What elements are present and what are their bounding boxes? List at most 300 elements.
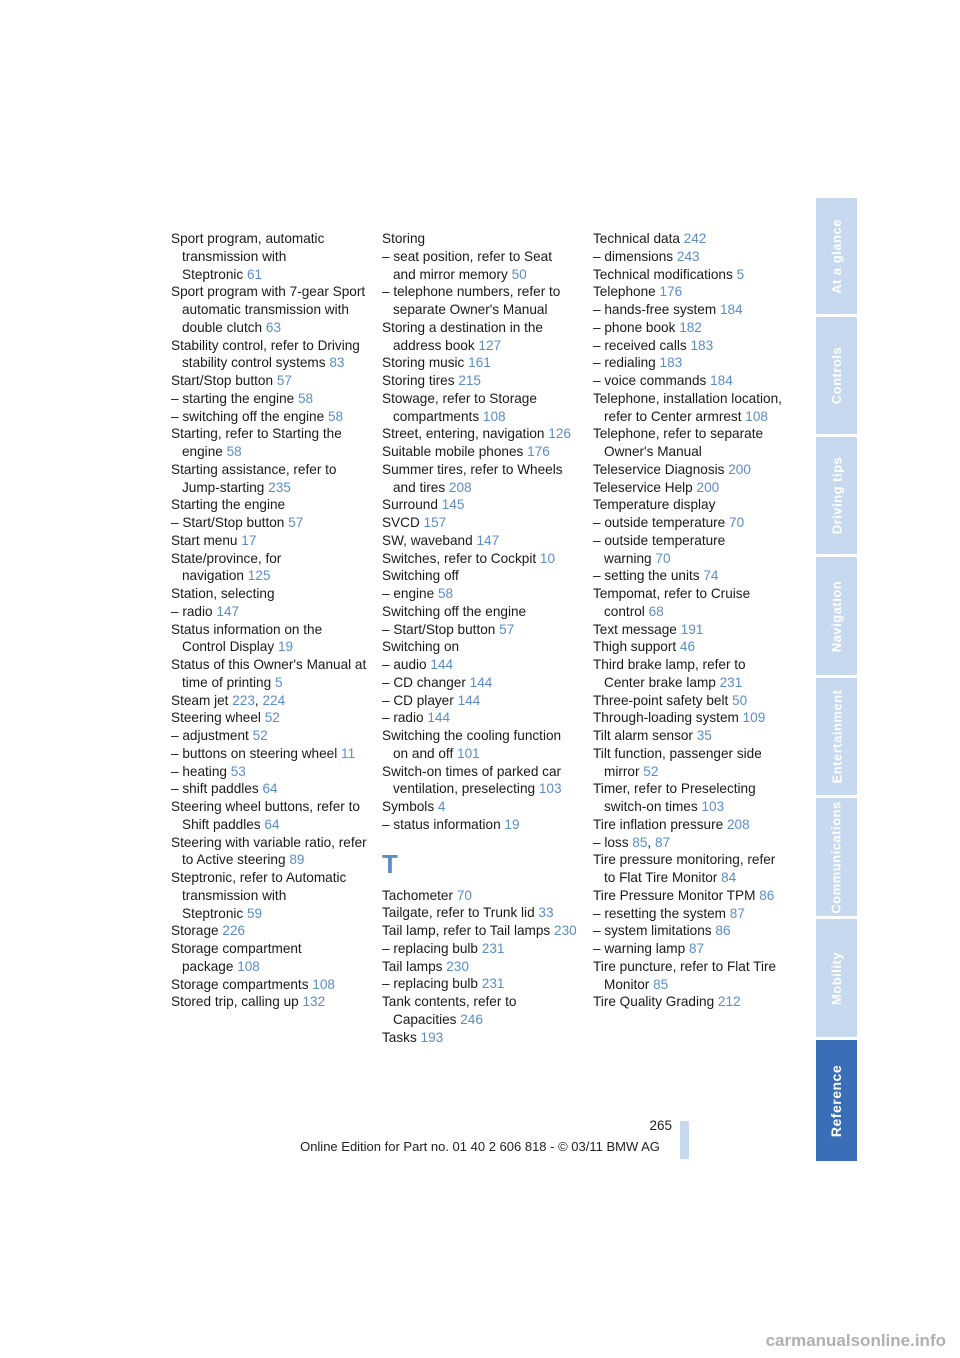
index-entry-text: – shift paddles [171,781,259,797]
index-entry [171,780,367,798]
index-entry [382,585,578,603]
index-entry-text: Switches, refer to Cockpit [382,550,537,566]
page-link[interactable]: 223 [232,692,255,708]
page-link[interactable]: 125 [247,568,271,584]
index-entry [382,958,578,976]
index-entry-text: Starting the engine [171,497,286,513]
index-entry [593,958,789,994]
index-entry [382,532,578,550]
page-link[interactable]: 57 [499,621,515,637]
index-entry [382,283,578,319]
index-entry-text: Timer, refer to Preselecting switch-on times [593,781,756,814]
index-entry [171,550,367,586]
index-entry-text: Status information on the Control Display [171,621,323,655]
page-link[interactable]: 64 [264,816,280,832]
index-entry-text: Starting assistance, refer to Jump-starting [171,461,337,495]
index-entry-text: Stored trip, calling up [171,994,299,1010]
page-link[interactable]: 176 [527,444,550,459]
index-entry-text: – radio [171,603,213,619]
index-entry [382,248,578,284]
index-entry [382,1029,578,1047]
page-link[interactable]: 231 [719,674,743,690]
index-entry [382,621,578,639]
index-entry [171,834,367,870]
index-entry [171,408,367,426]
index-entry-text: Status of this Owner's Manual at time of printing [171,657,367,690]
index-entry-text: – switching off the engine [171,408,325,424]
page-link[interactable]: 144 [469,674,493,690]
page-link[interactable]: 50 [511,266,527,282]
index-entry [593,905,789,923]
index-entry-text: – seat position, refer to Seat and mirror memory [382,248,553,282]
index-entry [382,656,578,674]
page-link[interactable]: 86 [715,923,731,939]
index-entry [171,993,367,1011]
index-entry-text: Technical data [593,231,680,246]
index-entry-text: Switching on [382,639,460,655]
index-entry-text: Start/Stop button [171,373,274,388]
index-entry [382,319,578,355]
index-entry [171,425,367,461]
index-entry [382,940,578,958]
index-entry-text: – replacing bulb [382,976,478,992]
tab-reference[interactable]: Reference [816,1040,857,1161]
index-entry [382,550,578,568]
page-link[interactable]: 4 [437,799,446,814]
tab-navigation[interactable]: Navigation [816,557,857,675]
index-entry [593,709,789,727]
page-link[interactable]: 108 [237,958,260,974]
page-link[interactable]: 74 [703,568,719,584]
index-entry-text: Start menu [171,532,238,548]
page-link[interactable]: 17 [241,532,257,548]
index-entry-text: Tachometer [382,887,454,903]
index-entry-text: – status information [382,816,501,832]
index-entry-text: Steering wheel [171,710,261,726]
page-link[interactable]: 89 [289,852,305,868]
tab-driving-tips[interactable]: Driving tips [816,437,857,554]
index-entry [593,301,789,319]
page-number: 265 [649,1118,672,1133]
page-link[interactable]: 10 [539,550,556,566]
index-entry [171,621,367,657]
page-link[interactable]: 193 [420,1029,444,1045]
page-link[interactable]: 33 [538,905,554,921]
index-entry [593,656,789,692]
index-entry-text: Through-loading system [593,710,739,726]
index-entry-text: – adjustment [171,728,249,743]
index-entry [171,798,367,834]
index-entry [593,585,789,621]
index-entry-text: Thigh support [593,639,677,655]
footer-text: Online Edition for Part no. 01 40 2 606 818 - © 03/11 BMW AG [300,1139,660,1154]
index-entry [382,496,578,514]
index-entry-text: Switching off [382,568,459,584]
index-entry-text: – Start/Stop button [171,515,285,530]
index-entry-text: – telephone numbers, refer to separate Owner's Manual [382,284,561,317]
index-entry-text: Suitable mobile phones [382,444,524,459]
index-entry [171,976,367,994]
index-entry [382,887,578,905]
index-entry: Steam jet 223, 224 [171,692,286,708]
page-link[interactable]: 215 [458,373,481,388]
page-link[interactable]: 68 [648,603,664,619]
page-link[interactable]: 157 [423,515,447,530]
index-entry-text: Storage [171,923,219,939]
index-entry [593,922,789,940]
index-entry-text: Station, selecting [171,586,275,601]
page-link[interactable]: 70 [456,887,472,903]
page-link[interactable]: 63 [265,319,282,335]
page-link[interactable]: 19 [504,816,520,832]
index-entry [171,532,367,550]
page-link[interactable]: 144 [430,657,454,672]
page-link[interactable]: 184 [719,302,743,317]
index-entry-text: – starting the engine [171,390,295,406]
index-entry-text: Tempomat, refer to Cruise control [593,586,751,619]
index-entry [593,319,789,337]
index-entry-text: Storing tires [382,373,455,388]
index-entry-text: – loss [593,834,629,850]
page-link[interactable]: 242 [683,231,707,246]
index-entry [382,674,578,692]
index-entry [593,425,789,461]
index-entry [593,461,789,479]
tab-entertainment[interactable]: Entertainment [816,678,857,795]
page-link[interactable]: 59 [247,905,263,921]
index-entry [171,940,367,976]
index-entry-text: Temperature display [593,497,716,513]
page-link[interactable]: 5 [736,266,745,282]
index-entry-text: Tilt alarm sensor [593,728,693,743]
index-entry [382,638,578,656]
page-link[interactable]: 208 [448,479,472,495]
index-entry-text: State/province, for navigation [171,550,282,584]
page-link[interactable]: 108 [312,976,335,992]
index-entry [171,869,367,922]
side-tab-bar [816,198,857,1161]
index-entry [382,443,578,461]
page-link[interactable]: 85 [632,834,648,850]
page-link[interactable]: 144 [457,692,481,708]
index-entry-text: Teleservice Diagnosis [593,461,725,477]
index-entry [593,390,789,426]
page-link[interactable]: 103 [701,799,725,814]
index-entry [593,354,789,372]
index-entry [171,514,367,532]
index-entry [382,354,578,372]
index-entry [382,390,578,426]
index-entry [593,248,789,266]
index-entry [171,763,367,781]
section-letter-heading: T [382,848,398,879]
index-entry [593,621,789,639]
index-entry [382,372,578,390]
index-entry [382,816,578,834]
index-entry-text: Switching the cooling function on and off [382,728,562,761]
index-entry [382,709,578,727]
index-entry [593,337,789,355]
index-entry [382,798,578,816]
index-entry-text: – replacing bulb [382,940,478,956]
index-entry [382,514,578,532]
index-entry-text: Sport program, automatic transmission with Steptronic [171,231,325,282]
page-link[interactable]: 127 [478,337,502,353]
index-entry [382,763,578,799]
page-link[interactable]: 46 [679,639,696,655]
index-entry [171,709,367,727]
index-entry [382,904,578,922]
index-entry-text: Tire puncture, refer to Flat Tire Monitor [593,958,777,992]
index-entry [593,372,789,390]
index-entry-text: Stowage, refer to Storage compartments [382,390,537,424]
page-link[interactable]: 19 [277,639,294,655]
page-link[interactable]: 212 [717,994,741,1010]
index-entry-text: – redialing [593,355,656,371]
index-entry-text: Starting, refer to Starting the engine [171,426,342,459]
index-entry-text: Tire inflation pressure [593,816,724,832]
index-entry-text: Telephone, refer to separate Owner's Manual [593,426,764,459]
index-entry-text: Text message [593,621,677,637]
index-entry [593,780,789,816]
index-entry-text: Third brake lamp, refer to Center brake lamp [593,657,746,690]
index-entry [171,585,367,603]
index-entry-text: – received calls [593,337,687,353]
page-link[interactable]: 35 [696,728,712,743]
index-entry-text: – heating [171,763,227,779]
index-entry-text: Tail lamp, refer to Tail lamps [382,923,551,938]
index-entry [593,532,789,568]
page-link[interactable]: 200 [728,461,751,477]
index-entry [593,638,789,656]
index-entry-text: Storing music [382,355,465,371]
page-link[interactable]: 230 [446,958,469,974]
page-link[interactable]: 87 [654,834,671,850]
index-entry [593,230,789,248]
page-link[interactable]: 231 [481,976,505,992]
index-entry [593,745,789,781]
page-link[interactable]: 57 [276,373,292,388]
index-entry-text: Storage compartment package [171,941,302,974]
index-entry-text: Storing [382,231,426,246]
index-entry [382,727,578,763]
page-link[interactable]: 132 [302,994,326,1010]
index-entry-text: – voice commands [593,373,707,388]
page-link[interactable]: 147 [216,603,240,619]
index-entry-text: Storing a destination in the address book [382,319,543,353]
page-link[interactable]: 85 [653,976,669,992]
index-entry [171,283,367,336]
index-entry [382,692,578,710]
page-link[interactable]: 52 [252,728,268,743]
index-entry-text: – hands-free system [593,302,717,317]
page-link[interactable]: 57 [288,515,304,530]
page-link[interactable]: 5 [274,674,283,690]
index-entry-text: – resetting the system [593,905,726,921]
index-entry-text: Tilt function, passenger side mirror [593,745,762,779]
index-entry-text: SVCD [382,515,420,530]
index-entry-text: Sport program with 7-gear Sport automatic transmission with double clutch [171,284,366,335]
index-entry-text: Storage compartments [171,976,309,992]
index-entry [171,461,367,497]
index-entry-text: – outside temperature warning [593,532,726,566]
index-entry-text: Steam jet [171,692,229,708]
index-entry-text: Steering with variable ratio, refer to Active steering [171,834,367,868]
page-link[interactable]: 70 [729,515,745,530]
index-entry-text: – audio [382,657,427,672]
index-entry [593,567,789,585]
index-entry-text: Tasks [382,1029,417,1045]
page-link[interactable]: 70 [655,550,671,566]
index-entry-text: Tail lamps [382,958,443,974]
index-entry [593,727,789,745]
index-entry-text: – buttons on steering wheel [171,745,338,761]
index-entry [593,940,789,958]
index-entry-text: Steering wheel buttons, refer to Shift paddles [171,799,360,832]
index-entry [382,975,578,993]
tab-mobility[interactable]: Mobility [816,919,857,1037]
index-entry-text: Technical modifications [593,266,733,282]
watermark: carmanualsonline.info [765,1331,946,1350]
index-entry-text: Switching off the engine [382,603,527,619]
page-link[interactable]: 84 [721,870,737,885]
page-link[interactable]: 145 [441,497,465,513]
page-link[interactable]: 231 [481,940,505,956]
index-entry-text: Summer tires, refer to Wheels and tires [382,461,563,495]
page-link[interactable]: 191 [680,621,704,637]
page-link[interactable]: 235 [268,479,291,495]
page-link[interactable]: 230 [554,923,577,938]
page-link[interactable]: 108 [482,408,506,424]
page-link[interactable]: 86 [759,887,775,903]
page-link[interactable]: 52 [643,763,659,779]
page-link[interactable]: 182 [679,319,702,335]
index-entry-text: Surround [382,497,438,513]
page-link[interactable]: 243 [676,248,700,264]
page-link[interactable]: 144 [427,710,451,726]
page-link[interactable]: 108 [745,408,768,424]
index-entry-text: Telephone, installation location, refer to Center armrest [593,390,782,424]
index-entry-text: – phone book [593,319,676,335]
index-entry [593,887,789,905]
page-link[interactable]: 61 [247,266,263,282]
page-link[interactable]: 58 [437,586,454,601]
index-entry [171,727,367,745]
page-link[interactable]: 64 [262,781,278,797]
index-entry [382,993,578,1029]
index-entry-text: – CD player [382,692,454,708]
index-entry [593,496,789,514]
index-entry-text: Tank contents, refer to Capacities [382,994,517,1027]
index-entry-text: – setting the units [593,568,700,584]
tab-communications[interactable]: Communications [816,798,857,916]
index-column-1 [171,230,367,1011]
index-entry [593,816,789,834]
index-entry [382,425,578,443]
index-column-2-bottom [382,887,578,1047]
index-entry [171,745,367,763]
page-link[interactable]: 11 [341,745,356,761]
index-entry-text: Three-point safety belt [593,692,729,708]
index-entry [171,496,367,514]
index-column-2 [382,230,578,1046]
index-entry [593,266,789,284]
page-link[interactable]: 109 [742,710,766,726]
tab-controls[interactable]: Controls [816,317,857,434]
index-entry-text: Switch-on times of parked car ventilation, preselecting [382,763,562,797]
page-link[interactable]: 224 [262,692,286,708]
page-link[interactable]: 53 [230,763,246,779]
page-link[interactable]: 83 [329,355,345,371]
index-entry-text: Tire pressure monitoring, refer to Flat Tire Monitor [593,852,776,885]
page-link[interactable]: 200 [696,479,720,495]
page-link[interactable]: 246 [460,1011,483,1027]
index-column-3 [593,230,789,1011]
index-entry [593,479,789,497]
index-entry-text: Symbols [382,799,435,814]
page-link[interactable]: 208 [726,816,750,832]
page-link[interactable]: 183 [659,355,683,371]
index-entry [171,372,367,390]
index-entry-text: Tire Pressure Monitor TPM [593,887,756,903]
index-entry-text: – system limitations [593,923,712,939]
index-entry [382,567,578,585]
index-entry-text: Telephone [593,284,656,300]
page-link[interactable]: 226 [222,923,246,939]
page-link[interactable]: 184 [710,373,733,388]
index-entry [171,922,367,940]
index-entry-text: Tailgate, refer to Trunk lid [382,905,535,921]
tab-at-a-glance[interactable]: At a glance [816,198,857,314]
index-entry-text: Street, entering, navigation [382,426,545,442]
index-entry-text: – radio [382,710,424,726]
index-entry [593,851,789,887]
page-link[interactable]: 58 [226,444,242,459]
page-link[interactable]: 183 [690,337,714,353]
index-entry [593,692,789,710]
page-link[interactable]: 58 [297,390,314,406]
index-entry [593,283,789,301]
index-entry-text: – dimensions [593,248,674,264]
index-entry [593,514,789,532]
index-entry-text: Stability control, refer to Driving stability control systems [171,337,360,371]
index-entry [171,390,367,408]
index-entry [593,993,789,1011]
page-link[interactable]: 103 [538,781,562,797]
index-entry-text: SW, waveband [382,532,473,548]
index-entry [171,337,367,373]
page-link[interactable]: 101 [457,745,480,761]
index-entry-text: Tire Quality Grading [593,994,715,1010]
page-link[interactable]: 52 [264,710,280,726]
index-entry-text: Steptronic, refer to Automatic transmission with Steptronic [171,870,347,921]
page-link[interactable]: 58 [327,408,344,424]
page-link[interactable]: 161 [468,355,491,371]
index-entry-text: – Start/Stop button [382,621,496,637]
page-link[interactable]: 147 [476,532,500,548]
index-entry-text: – warning lamp [593,941,686,956]
index-entry-text: – outside temperature [593,515,726,530]
index-entry-text: – engine [382,586,435,601]
page-link[interactable]: 126 [548,426,571,442]
page-link[interactable]: 87 [688,941,705,956]
page-link[interactable]: 50 [732,692,748,708]
page-link[interactable]: 176 [659,284,683,300]
index-entry [382,603,578,621]
index-entry-text: Teleservice Help [593,479,693,495]
index-entry [171,230,367,283]
page-link[interactable]: 87 [729,905,745,921]
